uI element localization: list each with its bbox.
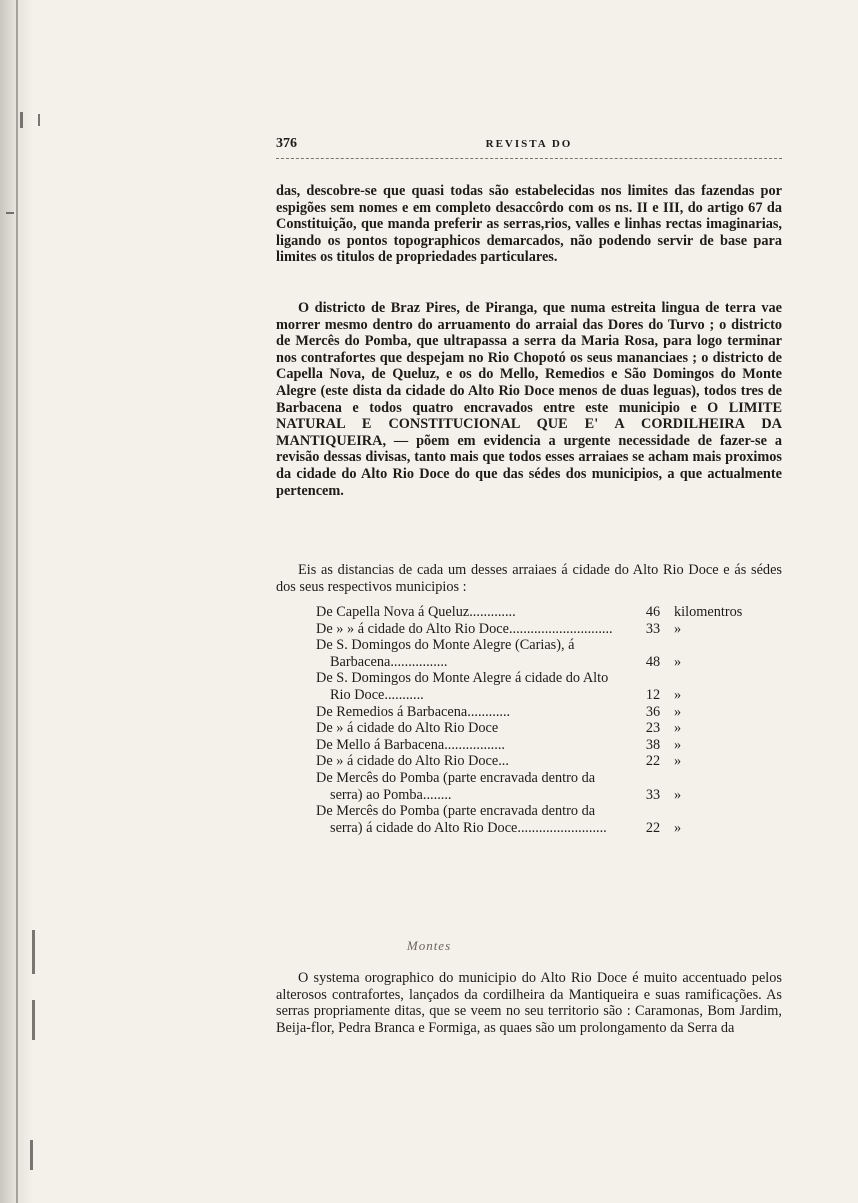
distance-value: 22	[645, 819, 661, 836]
distance-table	[316, 604, 756, 836]
distance-row	[316, 770, 756, 803]
distance-row	[316, 621, 756, 638]
scan-mark	[6, 212, 14, 214]
distance-row	[316, 670, 756, 703]
paragraph-1: das, descobre-se que quasi todas são estabelecidas nos limites das fazendas por espigões sem nomes e em completo desaccôrdo com os ns. II e III, do artigo 67 da Constituição, que manda preferir as serras,rios, valles e linhas rectas imaginarias, ligando os pontos topographicos demarcados, não podendo servir de base para limites os titulos de propriedades particulares.	[276, 183, 782, 266]
distance-place: De Mercês do Pomba (parte encravada dentro da serra) á cidade do Alto Rio Doce.........................	[316, 803, 607, 836]
distance-value: 38	[645, 736, 661, 753]
distance-unit: »	[674, 653, 682, 670]
distance-row	[316, 637, 756, 670]
distance-unit: »	[674, 753, 682, 770]
distance-row	[316, 604, 756, 621]
distance-value: 36	[645, 703, 661, 720]
page-header	[276, 136, 782, 159]
running-head: REVISTA DO	[485, 138, 573, 150]
distance-row	[316, 803, 756, 836]
binding-line	[16, 0, 18, 1203]
distance-row	[316, 737, 756, 754]
scan-mark	[38, 114, 40, 126]
distance-unit: »	[674, 703, 682, 720]
distance-place: De Mello á Barbacena.................	[316, 736, 505, 753]
distance-place: De Mercês do Pomba (parte encravada dentro da serra) ao Pomba........	[316, 769, 596, 803]
distance-unit: »	[674, 786, 682, 803]
distance-value: 12	[645, 686, 661, 703]
distance-unit: »	[674, 819, 682, 836]
scan-mark	[32, 1000, 35, 1040]
distance-row	[316, 720, 756, 737]
distance-unit: »	[674, 686, 682, 703]
distance-unit: »	[674, 620, 682, 637]
distance-place: De S. Domingos do Monte Alegre á cidade do Alto Rio Doce...........	[316, 670, 609, 703]
paragraph-3: Eis as distancias de cada um desses arraiaes á cidade do Alto Rio Doce e ás sédes dos seus respectivos municipios :	[276, 562, 782, 595]
distance-value: 46	[645, 604, 661, 620]
page-number: 376	[276, 136, 297, 151]
distance-row	[316, 753, 756, 770]
distance-place: De Remedios á Barbacena............	[316, 703, 511, 720]
distance-value: 22	[645, 753, 661, 770]
distance-value: 33	[645, 620, 661, 637]
paragraph-2: O districto de Braz Pires, de Piranga, que numa estreita lingua de terra vae morrer mesmo dentro do arruamento do arraial das Dores do Turvo ; o districto de Mercês do Pomba, que ultrapassa a serra da Maria Rosa, para logo terminar nos contrafortes que despejam no Rio Chopotó os seus mananciaes ; o districto de Capella Nova, de Queluz, e os do Mello, Remedios e São Domingos do Monte Alegre (este dista da cidade do Alto Rio Doce menos de duas leguas), todos tres de Barbacena e todos quatro encravados entre este municipio e O LIMITE NATURAL E CONSTITUCIONAL QUE E' A CORDILHEIRA DA MANTIQUEIRA, — põem em evidencia a urgente necessidade de fazer-se a revisão dessas divisas, tanto mais que todos esses arraiaes se acham mais proximos da cidade do Alto Rio Doce do que das sédes dos municipios, a que actualmente pertencem.	[276, 300, 782, 499]
distance-unit: kilomentros	[674, 604, 743, 620]
scan-mark	[20, 112, 23, 128]
distance-place: De Capella Nova á Queluz.............	[316, 604, 516, 620]
scan-mark	[30, 1140, 33, 1170]
distance-row	[316, 704, 756, 721]
distance-value: 23	[645, 720, 661, 737]
section-title: Montes	[406, 938, 452, 953]
distance-place: De S. Domingos do Monte Alegre (Carias), á Barbacena................	[316, 637, 575, 670]
distance-place: De » á cidade do Alto Rio Doce...	[316, 753, 509, 770]
distance-value: 48	[645, 653, 661, 670]
distance-unit: »	[674, 736, 682, 753]
closing-paragraph: O systema orographico do municipio do Alto Rio Doce é muito accentuado pelos alterosos contrafortes, lançados da cordilheira da Mantiqueira e suas ramificações. As serras propriamente ditas, que se veem no seu territorio são : Caramonas, Bom Jardim, Beija-flor, Pedra Branca e Formiga, as quaes são um prolongamento da Serra da	[276, 970, 782, 1036]
distance-place: De » á cidade do Alto Rio Doce	[316, 720, 499, 737]
distance-unit: »	[674, 720, 682, 737]
distance-place: De » » á cidade do Alto Rio Doce.............................	[316, 620, 613, 637]
distance-value: 33	[645, 786, 661, 803]
